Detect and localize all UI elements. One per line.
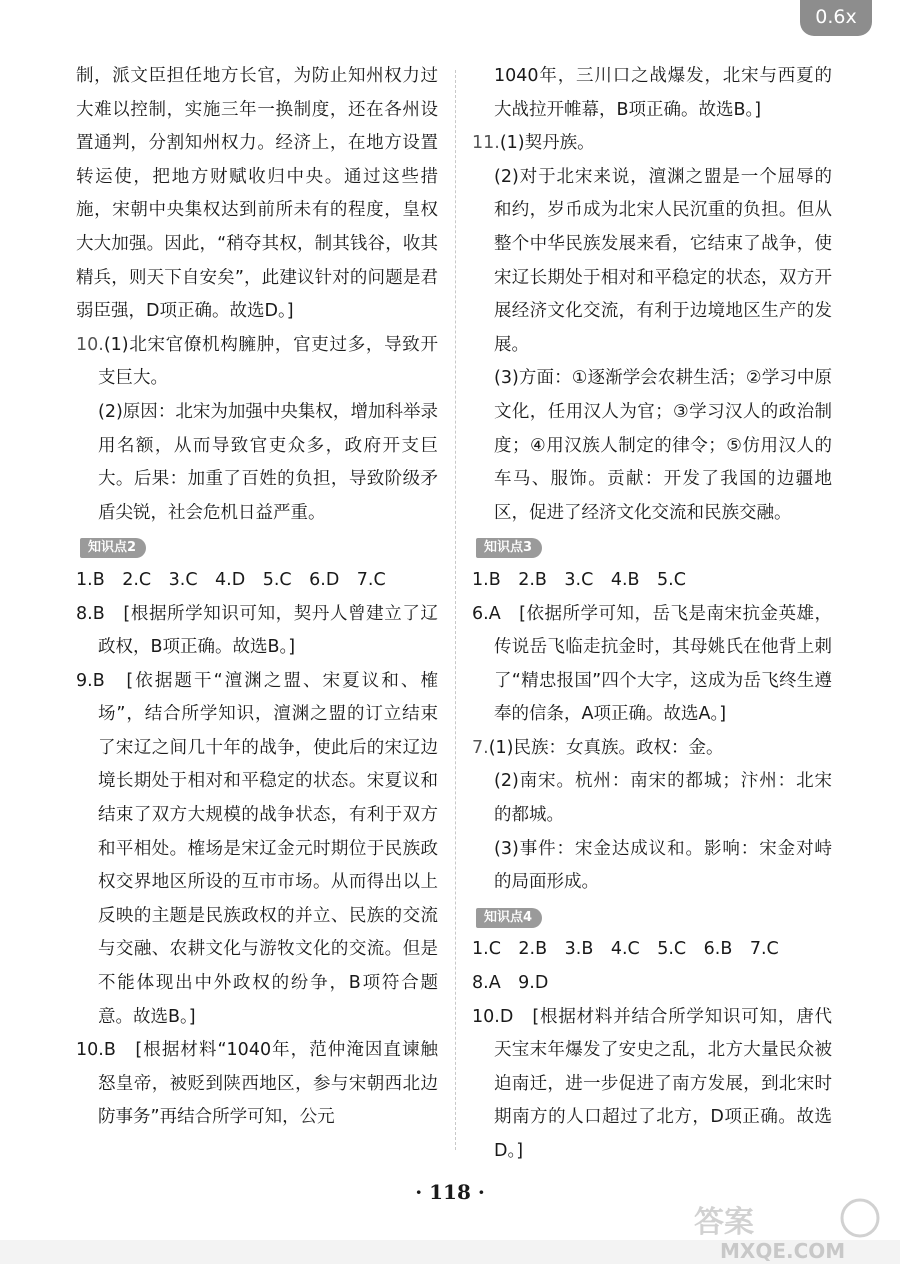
answer-row-2: 1.B 2.C 3.C 4.D 5.C 6.D 7.C [76,569,386,590]
answer-10-number: 10. [76,334,104,355]
answer-10b: 10.B [根据材料“1040年，范仲淹因直谏触怒皇帝，被贬到陕西地区，参与宋朝西北边防事务”再结合所学可知，公元 [76,1040,438,1128]
zoom-badge[interactable]: 0.6x [800,0,872,36]
section-label-4: 知识点4 [476,908,542,928]
answer-11 [472,127,832,161]
answer-11-part1: (1)契丹族。 [499,133,595,154]
answer-7 [472,732,832,766]
right-column [472,60,832,1169]
section-label-3: 知识点3 [476,538,542,558]
answer-10 [76,329,438,396]
page-number: · 118 · [415,1180,485,1204]
answer-6: 6.A [依据所学可知，岳飞是南宋抗金英雄，传说岳飞临走抗金时，其母姚氏在他背上刺了“精忠报国”四个大字，这成为岳飞终生遵奉的信条，A项正确。故选A。] [472,603,832,725]
answer-9: 9.B [依据题干“澶渊之盟、宋夏议和、榷场”，结合所学知识，澶渊之盟的订立结束了宋辽之间几十年的战争，使此后的宋辽边境长期处于相对和平稳定的状态。宋夏议和结束了双方大规模的战争状态，有利于双方和平相处。榷场是宋辽金元时期位于民族政权交界地区所设的互市市场。从而得出以上反映的主题是民族政权的并立、民族的交流与交融、农耕文化与游牧文化的交流。但是不能体现出中外政权的纷争，B项符合题意。故选B。] [76,670,438,1027]
svg-text:答案: 答案 [694,1205,754,1240]
left-column [76,60,438,1135]
answer-7-part1: (1)民族：女真族。政权：金。 [488,737,724,758]
answer-11-number: 11. [472,133,500,154]
answer-row-4b: 8.A 9.D [472,973,549,994]
answer-10c: 10.D [根据材料并结合所学知识可知，唐代天宝末年爆发了安史之乱，北方大量民众被迫南迁，进一步促进了南方发展，到北宋时期南方的人口超过了北方，D项正确。故选D。] [472,1006,832,1161]
section-label-2: 知识点2 [80,538,146,558]
answer-row-4a: 1.C 2.B 3.B 4.C 5.C 6.B 7.C [472,939,779,960]
answer-11-part3: (3)方面：①逐渐学会农耕生活；②学习中原文化，任用汉人为官；③学习汉人的政治制度；④用汉族人制定的律令；⑤仿用汉人的车马、服饰。贡献：开发了我国的边疆地区，促进了经济文化交流和民族交融。 [494,368,832,523]
svg-text:MXQE.COM: MXQE.COM [720,1239,846,1262]
answer-7-part2: (2)南宋。杭州：南宋的都城；汴州：北宋的都城。 [494,771,832,826]
answer-7-number: 7. [472,737,489,758]
column-divider [455,70,456,1150]
answer-10-part2: (2)原因：北宋为加强中央集权，增加科举录用名额，从而导致官吏众多，政府开支巨大。后果：加重了百姓的负担，导致阶级矛盾尖锐，社会危机日益严重。 [98,401,438,523]
answer-7-part3: (3)事件：宋金达成议和。影响：宋金对峙的局面形成。 [494,838,832,893]
answer-11-part2: (2)对于北宋来说，澶渊之盟是一个屈辱的和约，岁币成为北宋人民沉重的负担。但从整个中华民族发展来看，它结束了战争，使宋辽长期处于相对和平稳定的状态，双方开展经济文化交流，有利于边境地区生产的发展。 [494,166,832,355]
answer-8: 8.B [根据所学知识可知，契丹人曾建立了辽政权，B项正确。故选B。] [76,603,438,658]
q9-continuation: 制，派文臣担任地方长官，为防止知州权力过大难以控制，实施三年一换制度，还在各州设置通判，分割知州权力。经济上，在地方设置转运使，把地方财赋收归中央。通过这些措施，宋朝中央集权达到前所未有的程度，皇权大大加强。因此，“稍夺其权，制其钱谷，收其精兵，则天下自安矣”，此建议针对的问题是君弱臣强，D项正确。故选D。] [76,66,438,322]
answer-row-3: 1.B 2.B 3.C 4.B 5.C [472,569,686,590]
watermark-logo [690,1196,890,1262]
answer-10-part1: (1)北宋官僚机构臃肿，官吏过多，导致开支巨大。 [98,334,438,389]
answer-10b-continuation: 1040年，三川口之战爆发，北宋与西夏的大战拉开帷幕，B项正确。故选B。] [494,66,832,120]
